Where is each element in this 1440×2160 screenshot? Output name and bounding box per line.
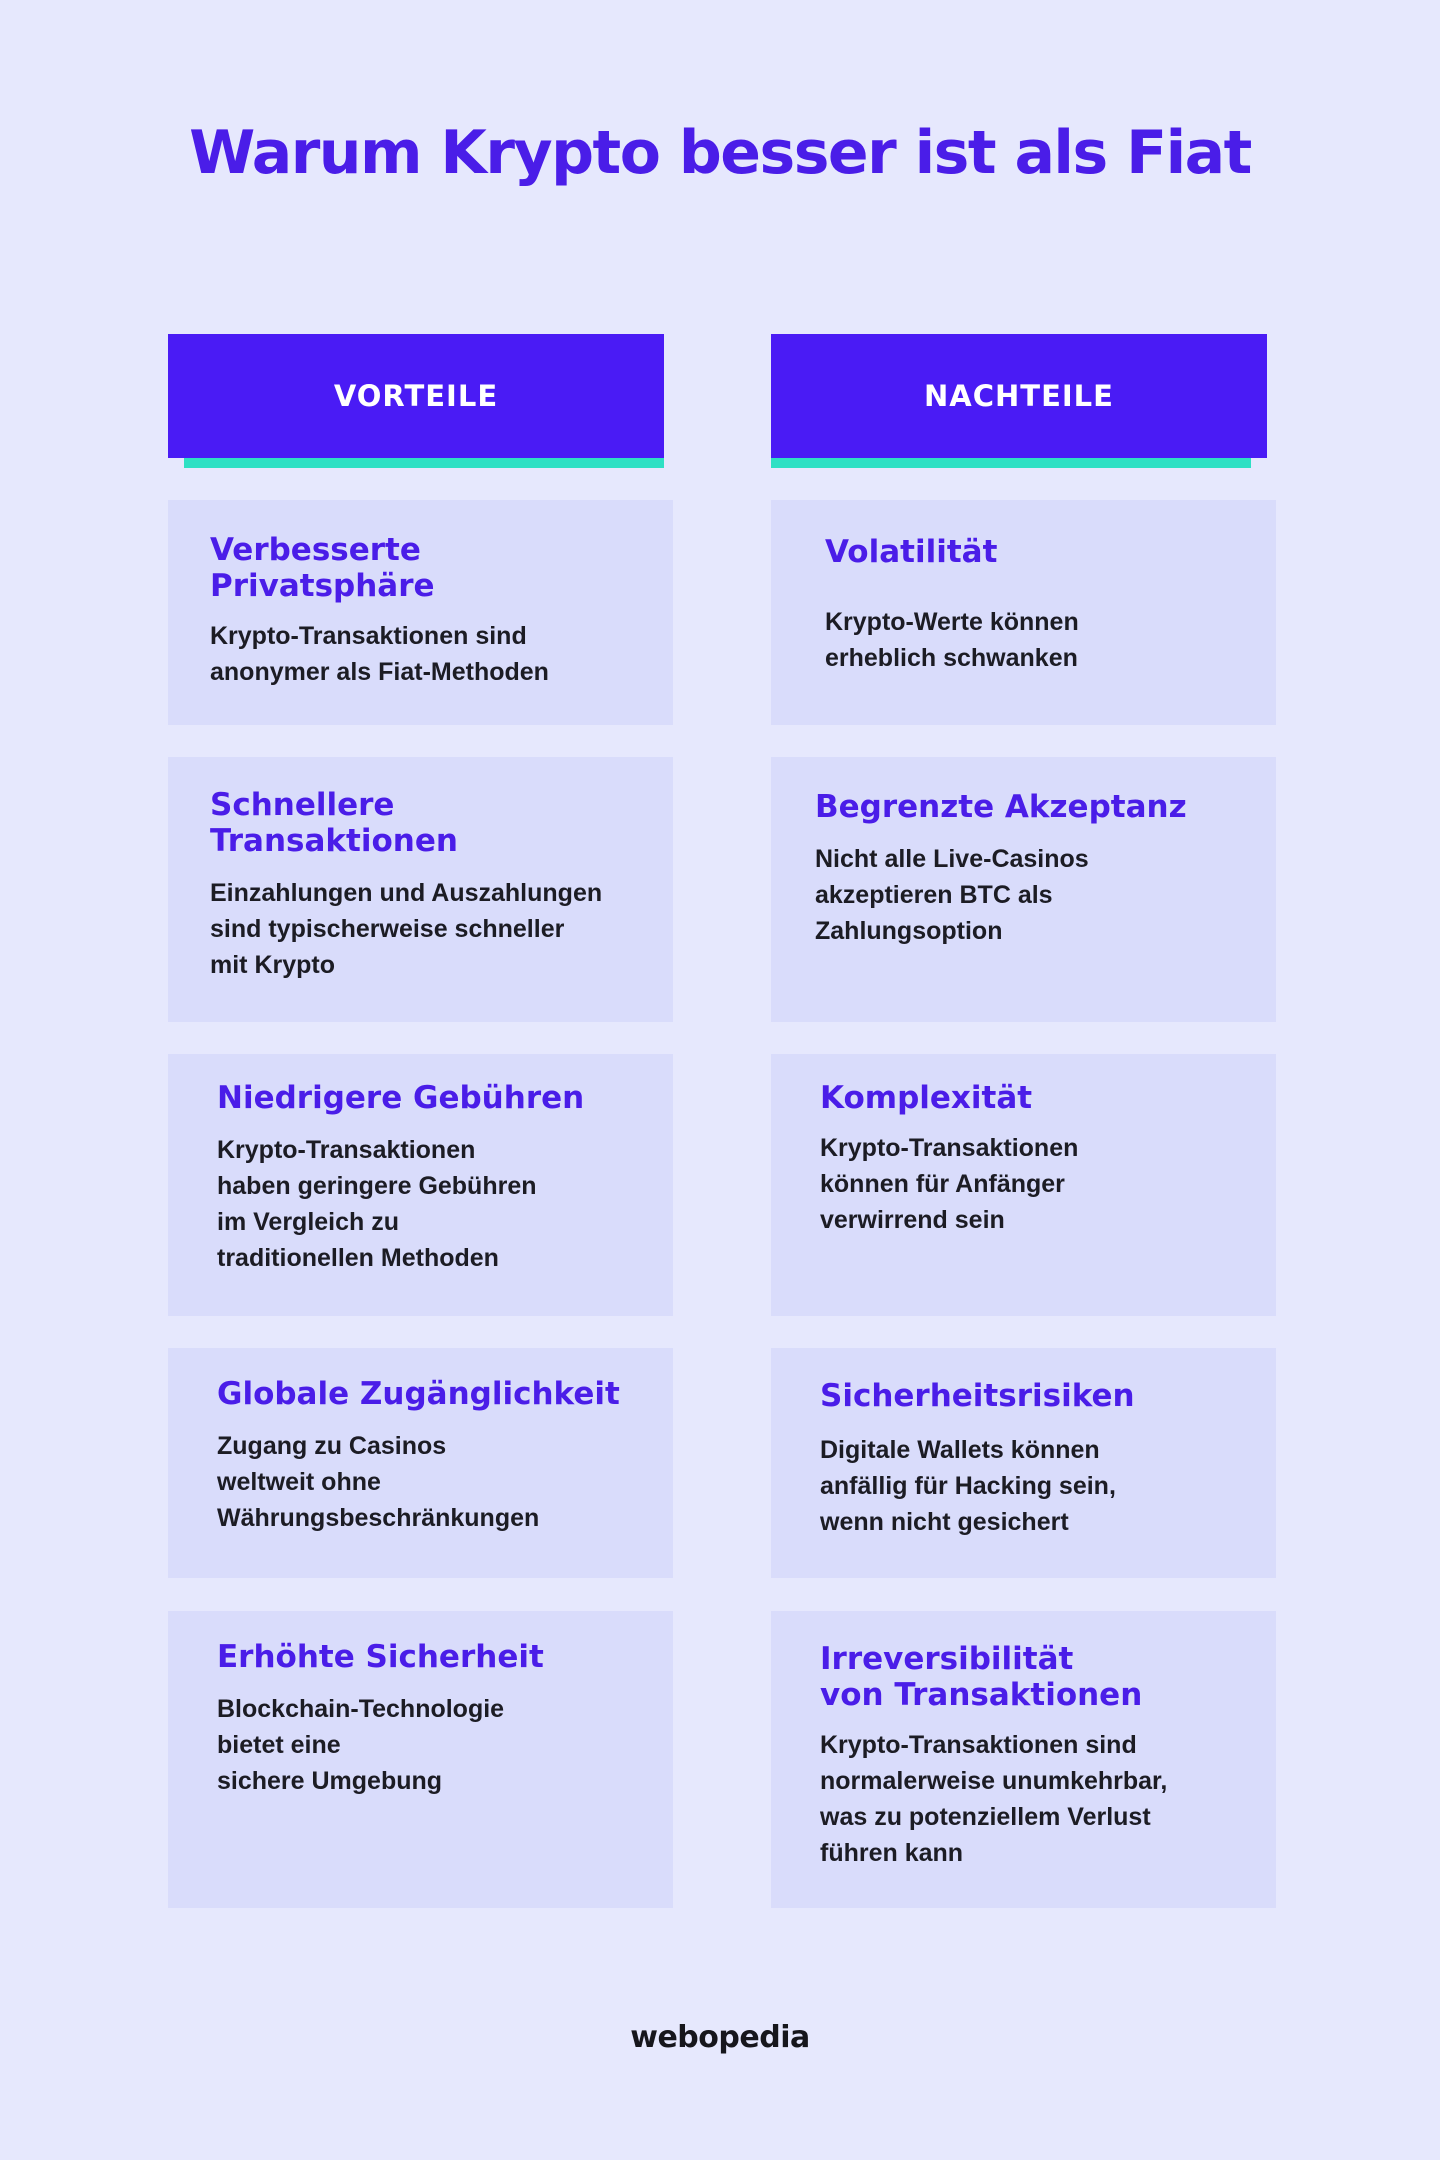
card-text: Blockchain-Technologie bietet eine sichere Umgebung <box>217 1695 505 1795</box>
pros-card-privacy <box>168 500 673 725</box>
cons-card-volatility <box>771 500 1276 725</box>
card-title: Globale Zugänglichkeit <box>217 1376 620 1412</box>
card-title: Niedrigere Gebühren <box>217 1080 585 1116</box>
pros-header-label: VORTEILE <box>168 334 664 458</box>
card-text: Nicht alle Live-Casinos akzeptieren BTC als Zahlungsoption <box>815 845 1089 945</box>
card-title: Verbesserte Privatsphäre <box>210 532 435 604</box>
cons-card-complexity <box>771 1054 1276 1316</box>
card-title: Erhöhte Sicherheit <box>217 1639 544 1675</box>
cons-card-irreversibility <box>771 1611 1276 1908</box>
card-text: Krypto-Transaktionen haben geringere Gebühren im Vergleich zu traditionellen Methoden <box>217 1136 537 1272</box>
cons-card-acceptance <box>771 757 1276 1022</box>
pros-card-fees <box>168 1054 673 1316</box>
card-title: Komplexität <box>820 1080 1033 1116</box>
cons-header-label: NACHTEILE <box>771 334 1267 458</box>
pros-card-speed <box>168 757 673 1022</box>
card-title: Volatilität <box>825 534 998 570</box>
card-text: Krypto-Transaktionen sind normalerweise unumkehrbar, was zu potenziellem Verlust führen kann <box>820 1731 1168 1867</box>
cons-card-risks <box>771 1348 1276 1578</box>
card-text: Krypto-Transaktionen sind anonymer als Fiat-Methoden <box>210 622 549 686</box>
pros-card-security <box>168 1611 673 1908</box>
pros-card-access <box>168 1348 673 1578</box>
card-title: Sicherheitsrisiken <box>820 1378 1135 1414</box>
webopedia-logo: webopedia <box>630 2020 810 2055</box>
card-text: Krypto-Werte können erheblich schwanken <box>825 608 1079 672</box>
page-title: Warum Krypto besser ist als Fiat <box>189 118 1251 188</box>
card-text: Digitale Wallets können anfällig für Hacking sein, wenn nicht gesichert <box>820 1436 1116 1536</box>
card-title: Irreversibilität von Transaktionen <box>820 1641 1143 1713</box>
cons-header <box>771 334 1267 468</box>
card-title: Schnellere Transaktionen <box>210 787 458 859</box>
card-text: Krypto-Transaktionen können für Anfänger verwirrend sein <box>820 1134 1079 1234</box>
pros-header <box>168 334 664 468</box>
card-text: Zugang zu Casinos weltweit ohne Währungsbeschränkungen <box>217 1432 540 1532</box>
card-title: Begrenzte Akzeptanz <box>815 789 1187 825</box>
card-text: Einzahlungen und Auszahlungen sind typischerweise schneller mit Krypto <box>210 879 603 979</box>
